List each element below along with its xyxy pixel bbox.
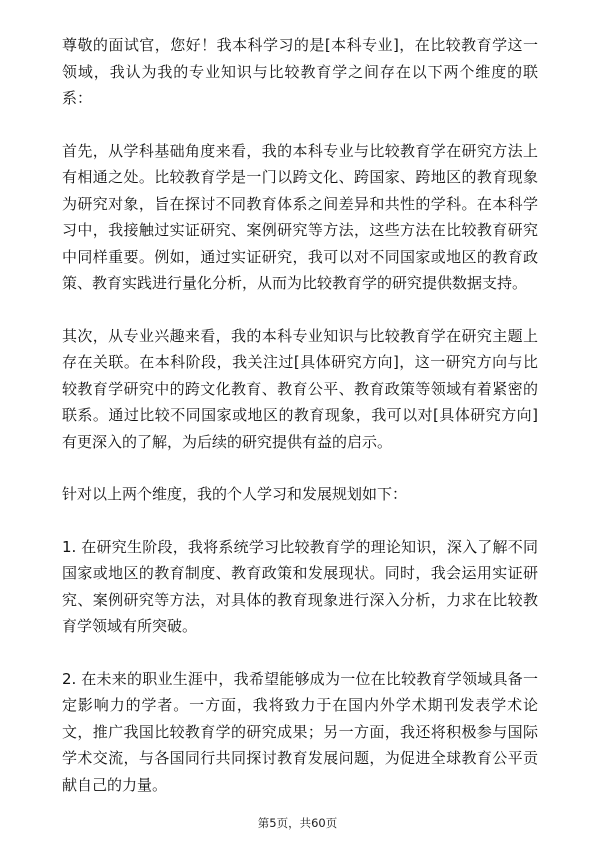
paragraph-plan-item-1: 1. 在研究生阶段，我将系统学习比较教育学的理论知识，深入了解不同国家或地区的教育制度、教育政策和发展现状。同时，我会运用实证研究、案例研究等方法，对具体的教育现象进行深入分析，力求在比较教育学领域有所突破。 [62,537,538,635]
paragraph-first-dimension: 首先，从学科基础角度来看，我的本科专业与比较教育学在研究方法上有相通之处。比较教育学是一门以跨文化、跨国家、跨地区的教育现象为研究对象，旨在探讨不同教育体系之间差异和共性的学科。在本科学习中，我接触过实证研究、案例研究等方法，这些方法在比较教育研究中同样重要。例如，通过实证研究，我可以对不同国家或地区的教育政策、教育实践进行量化分析，从而为比较教育学的研究提供数据支持。 [62,141,538,292]
document-body [62,32,538,824]
paragraph-plan-intro: 针对以上两个维度，我的个人学习和发展规划如下： [62,485,408,503]
paragraph-greeting: 尊敬的面试官，您好！我本科学习的是[本科专业]，在比较教育学这一领域，我认为我的专业知识与比较教育学之间存在以下两个维度的联系： [62,36,538,107]
paragraph-plan-item-2: 2. 在未来的职业生涯中，我希望能够成为一位在比较教育学领域具备一定影响力的学者。一方面，我将致力于在国内外学术期刊发表学术论文，推广我国比较教育学的研究成果；另一方面，我还将积极参与国际学术交流，与各国同行共同探讨教育发展问题，为促进全球教育公平贡献自己的力量。 [62,669,538,794]
paragraph-second-dimension: 其次，从专业兴趣来看，我的本科专业知识与比较教育学在研究主题上存在关联。在本科阶段，我关注过[具体研究方向]，这一研究方向与比较教育学研究中的跨文化教育、教育公平、教育政策等领域有着紧密的联系。通过比较不同国家或地区的教育现象，我可以对[具体研究方向]有更深入的了解，为后续的研究提供有益的启示。 [62,326,538,451]
page-number: 第5页，共60页 [257,816,338,830]
